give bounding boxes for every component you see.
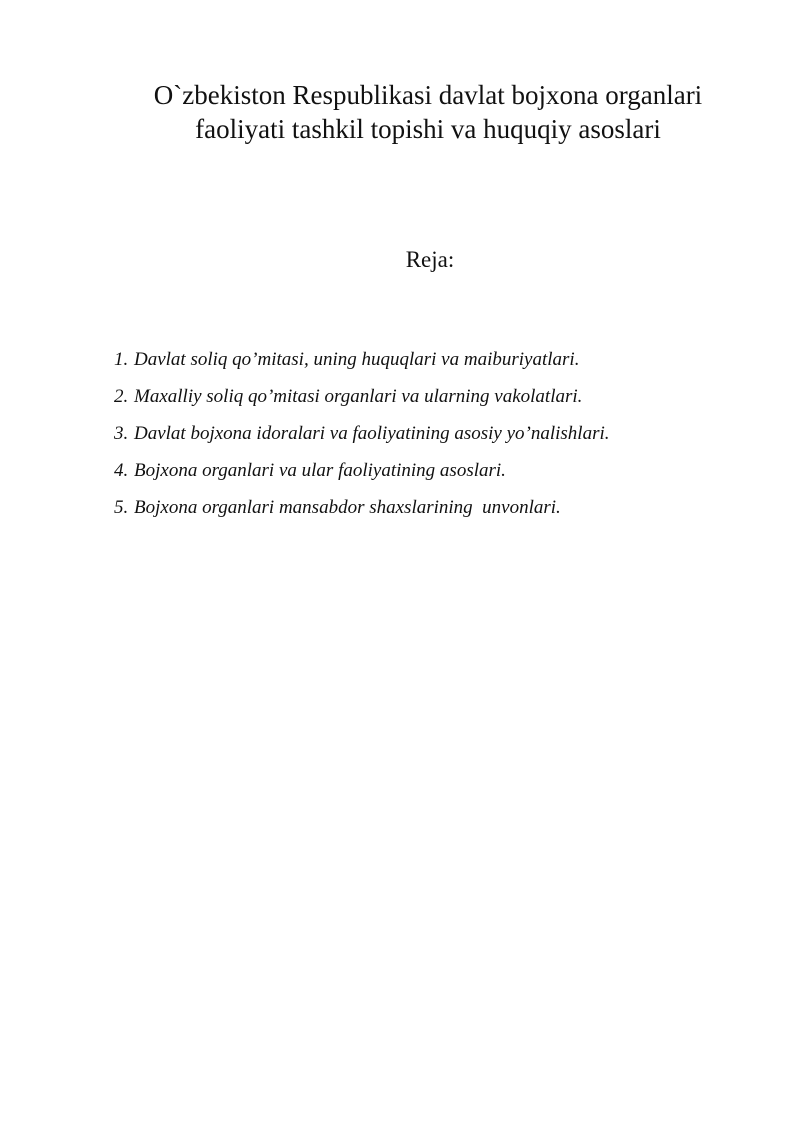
plan-item xyxy=(114,383,754,420)
plan-list xyxy=(114,346,754,531)
plan-item xyxy=(114,494,754,531)
plan-item xyxy=(114,457,754,494)
plan-item xyxy=(114,346,754,383)
plan-item-text: Davlat soliq qo’mitasi, uning huquqlari va maiburiyatlari. xyxy=(134,349,580,370)
plan-item-text: Bojxona organlari va ular faoliyatining asoslari. xyxy=(134,460,506,481)
plan-item-number: 3. xyxy=(114,423,129,444)
plan-item-number: 4. xyxy=(114,460,129,481)
plan-item-text: Maxalliy soliq qo’mitasi organlari va ularning vakolatlari. xyxy=(134,386,583,407)
plan-item-text: Davlat bojxona idoralari va faoliyatining asosiy yo’nalishlari. xyxy=(134,423,610,444)
plan-item-number: 1. xyxy=(114,349,129,370)
plan-item-number: 2. xyxy=(114,386,129,407)
document-title-line-1: O`zbekiston Respublikasi davlat bojxona organlari xyxy=(153,80,703,110)
document-title-line-2: faoliyati tashkil topishi va huquqiy asoslari xyxy=(195,114,661,144)
plan-heading: Reja: xyxy=(405,247,455,272)
plan-item-text: Bojxona organlari mansabdor shaxslarining unvonlari. xyxy=(134,497,561,518)
plan-item-number: 5. xyxy=(114,497,129,518)
plan-item xyxy=(114,420,754,457)
document-title xyxy=(118,78,738,146)
